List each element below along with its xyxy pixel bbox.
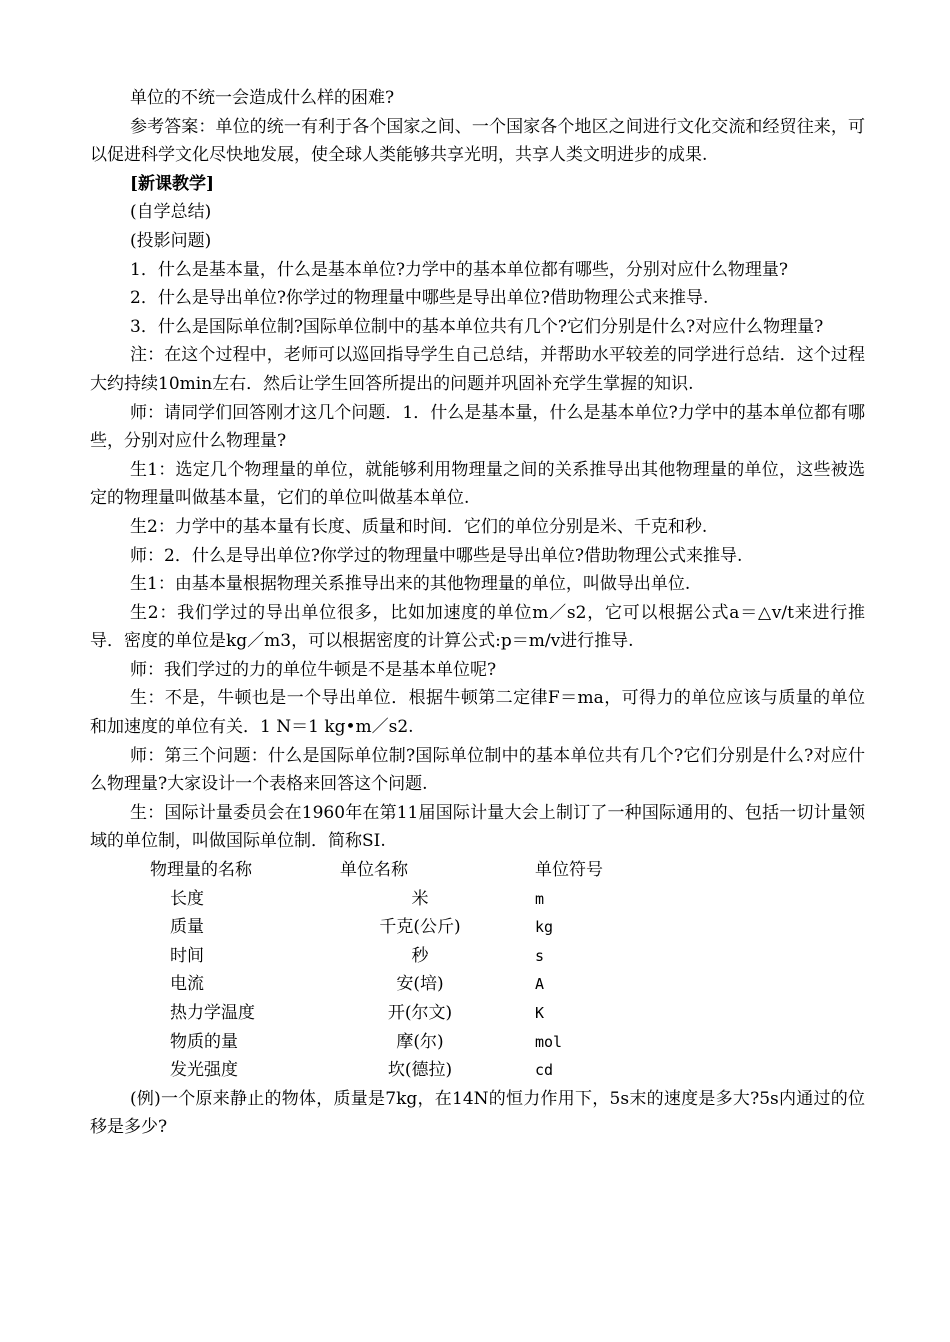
unit-name-cell: 秒 [411, 945, 429, 966]
units-table-row [90, 999, 865, 1028]
unit-name-cell: 米 [411, 888, 429, 909]
header-unit-symbol: 单位符号 [535, 860, 603, 881]
quantity-name-cell: 物质的量 [170, 1031, 238, 1052]
paragraph: 3．什么是国际单位制?国际单位制中的基本单位共有几个?它们分别是什么?对应什么物理量? [130, 316, 824, 337]
units-table-row [90, 942, 865, 971]
section-heading: [新课教学] [130, 173, 215, 194]
quantity-name-cell: 质量 [170, 917, 204, 938]
paragraph: 生2：力学中的基本量有长度、质量和时间．它们的单位分别是米、千克和秒. [130, 516, 708, 537]
quantity-name-cell: 发光强度 [170, 1060, 238, 1081]
paragraph: 生：国际计量委员会在1960年在第11届国际计量大会上制订了一种国际通用的、包括一切计量领域的单位制，叫做国际单位制．简称SI. [90, 802, 865, 852]
quantity-name-cell: 长度 [170, 888, 204, 909]
unit-symbol-cell: A [535, 975, 545, 994]
paragraph: 师：请同学们回答刚才这几个问题．1．什么是基本量，什么是基本单位?力学中的基本单位都有哪些，分别对应什么物理量? [90, 402, 865, 452]
unit-symbol-cell: kg [535, 918, 554, 937]
unit-name-cell: 摩(尔) [396, 1031, 444, 1052]
units-table-row [90, 1028, 865, 1057]
si-units-table [90, 856, 865, 1085]
quantity-name-cell: 时间 [170, 945, 204, 966]
units-table-row [90, 885, 865, 914]
paragraph: 1．什么是基本量，什么是基本单位?力学中的基本单位都有哪些，分别对应什么物理量? [130, 259, 789, 280]
paragraph: 师：我们学过的力的单位牛顿是不是基本单位呢? [130, 659, 497, 680]
paragraph: 注：在这个过程中，老师可以巡回指导学生自己总结，并帮助水平较差的同学进行总结．这个过程大约持续10min左右．然后让学生回答所提出的问题并巩固补充学生掌握的知识. [90, 345, 865, 394]
unit-name-cell: 开(尔文) [387, 1003, 453, 1023]
paragraph: 生1：选定几个物理量的单位，就能够利用物理量之间的关系推导出其他物理量的单位，这些被选定的物理量叫做基本量，它们的单位叫做基本单位. [90, 459, 865, 509]
document-body [90, 84, 865, 1142]
unit-name-cell: 千克(公斤) [379, 917, 461, 938]
unit-name-cell: 坎(德拉) [387, 1060, 453, 1081]
unit-symbol-cell: m [535, 889, 545, 908]
paragraph: 生：不是，牛顿也是一个导出单位．根据牛顿第二定律F＝ma，可得力的单位应该与质量的单位和加速度的单位有关．1 N＝1 kg•m／s2. [90, 688, 865, 738]
paragraph: 参考答案：单位的统一有利于各个国家之间、一个国家各个地区之间进行文化交流和经贸往来，可以促进科学文化尽快地发展，使全球人类能够共享光明，共享人类文明进步的成果. [90, 116, 865, 166]
unit-symbol-cell: mol [535, 1032, 563, 1051]
unit-name-cell: 安(培) [396, 974, 444, 995]
paragraph: 生1：由基本量根据物理关系推导出来的其他物理量的单位，叫做导出单位. [130, 574, 691, 595]
paragraph: 2．什么是导出单位?你学过的物理量中哪些是导出单位?借助物理公式来推导. [130, 288, 709, 309]
example-problem: (例)一个原来静止的物体，质量是7kg，在14N的恒力作用下，5s末的速度是多大?5s内通过的位移是多少? [90, 1088, 865, 1138]
paragraph: 师：2．什么是导出单位?你学过的物理量中哪些是导出单位?借助物理公式来推导. [130, 545, 743, 566]
paragraph: (自学总结) [130, 202, 212, 223]
unit-symbol-cell: s [535, 946, 545, 965]
units-table-row [90, 1056, 865, 1085]
units-table-header [90, 856, 865, 885]
unit-symbol-cell: cd [535, 1061, 554, 1080]
quantity-name-cell: 电流 [170, 974, 204, 995]
units-table-row [90, 970, 865, 999]
paragraph: 生2：我们学过的导出单位很多，比如加速度的单位m／s2，它可以根据公式a＝△v/t来进行推导．密度的单位是kg／m3，可以根据密度的计算公式:p＝m/v进行推导. [90, 602, 865, 652]
units-table-row [90, 913, 865, 942]
paragraph: 师：第三个问题：什么是国际单位制?国际单位制中的基本单位共有几个?它们分别是什么?对应什么物理量?大家设计一个表格来回答这个问题. [90, 745, 865, 795]
quantity-name-cell: 热力学温度 [170, 1003, 255, 1023]
paragraph: 单位的不统一会造成什么样的困难? [130, 88, 395, 108]
paragraph: (投影问题) [130, 230, 212, 251]
units-table-rows [90, 885, 865, 1085]
unit-symbol-cell: K [535, 1004, 545, 1022]
header-unit-name: 单位名称 [340, 860, 408, 881]
header-quantity-name: 物理量的名称 [150, 860, 252, 881]
paragraph-list [90, 84, 865, 856]
